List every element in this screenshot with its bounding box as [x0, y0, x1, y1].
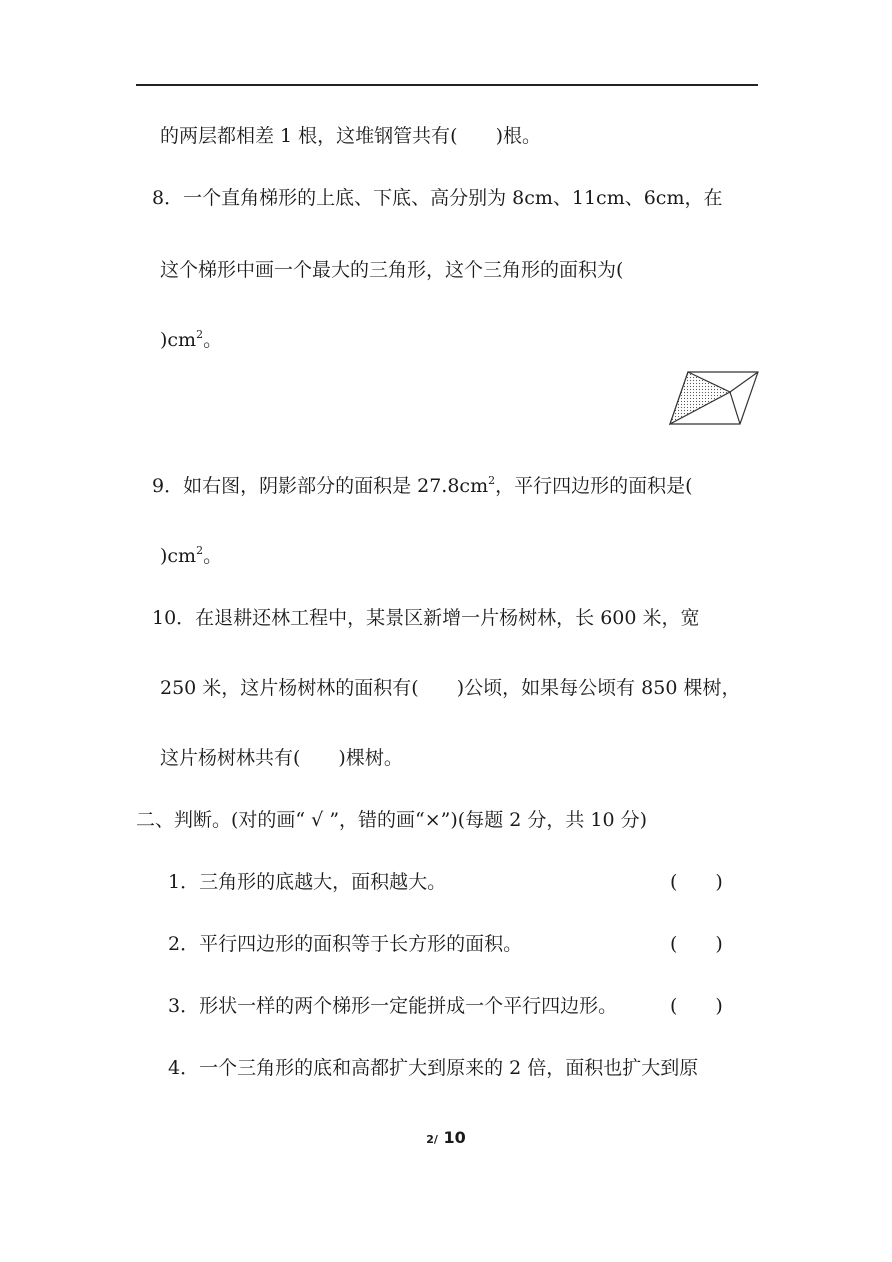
header-rule	[136, 84, 758, 86]
judge-2-answer-blank[interactable]: ( )	[670, 933, 723, 955]
question-8-line2: 这个梯形中画一个最大的三角形，这个三角形的面积为(	[160, 259, 624, 281]
question-9-line1: 9．如右图，阴影部分的面积是 $27.8cm^2$，平行四边形的面积是(	[152, 474, 693, 497]
section-2-heading: 二、判断。(对的画“ √ ”，错的画“×”)(每题 2 分，共 10 分)	[136, 809, 648, 831]
judge-1-answer-blank[interactable]: ( )	[670, 871, 723, 893]
question-10-line1: 10．在退耕还林工程中，某景区新增一片杨树林，长 600 米，宽	[152, 607, 700, 629]
shaded-triangle	[670, 372, 730, 424]
judge-3-answer-blank[interactable]: ( )	[670, 995, 723, 1017]
question-10-line2: 250 米，这片杨树林的面积有( )公顷，如果每公顷有 850 棵树，	[160, 677, 741, 699]
question-10-line3: 这片杨树林共有( )棵树。	[160, 747, 403, 769]
judge-1-text: 1．三角形的底越大，面积越大。	[168, 871, 447, 893]
judge-3-text: 3．形状一样的两个梯形一定能拼成一个平行四边形。	[168, 995, 618, 1017]
page-number: 2/ 10	[426, 1128, 466, 1147]
q7-continuation: 的两层都相差 1 根，这堆钢管共有( )根。	[160, 125, 541, 147]
judge-4-text: 4．一个三角形的底和高都扩大到原来的 2 倍，面积也扩大到原	[168, 1057, 699, 1079]
parallelogram-figure	[668, 370, 760, 426]
question-8-line3: )$cm^2$。	[160, 328, 223, 351]
question-8-line1: 8．一个直角梯形的上底、下底、高分别为 8cm、11cm、6cm，在	[152, 187, 723, 209]
question-9-line2: )$cm^2$。	[160, 544, 223, 567]
judge-2-text: 2．平行四边形的面积等于长方形的面积。	[168, 933, 523, 955]
